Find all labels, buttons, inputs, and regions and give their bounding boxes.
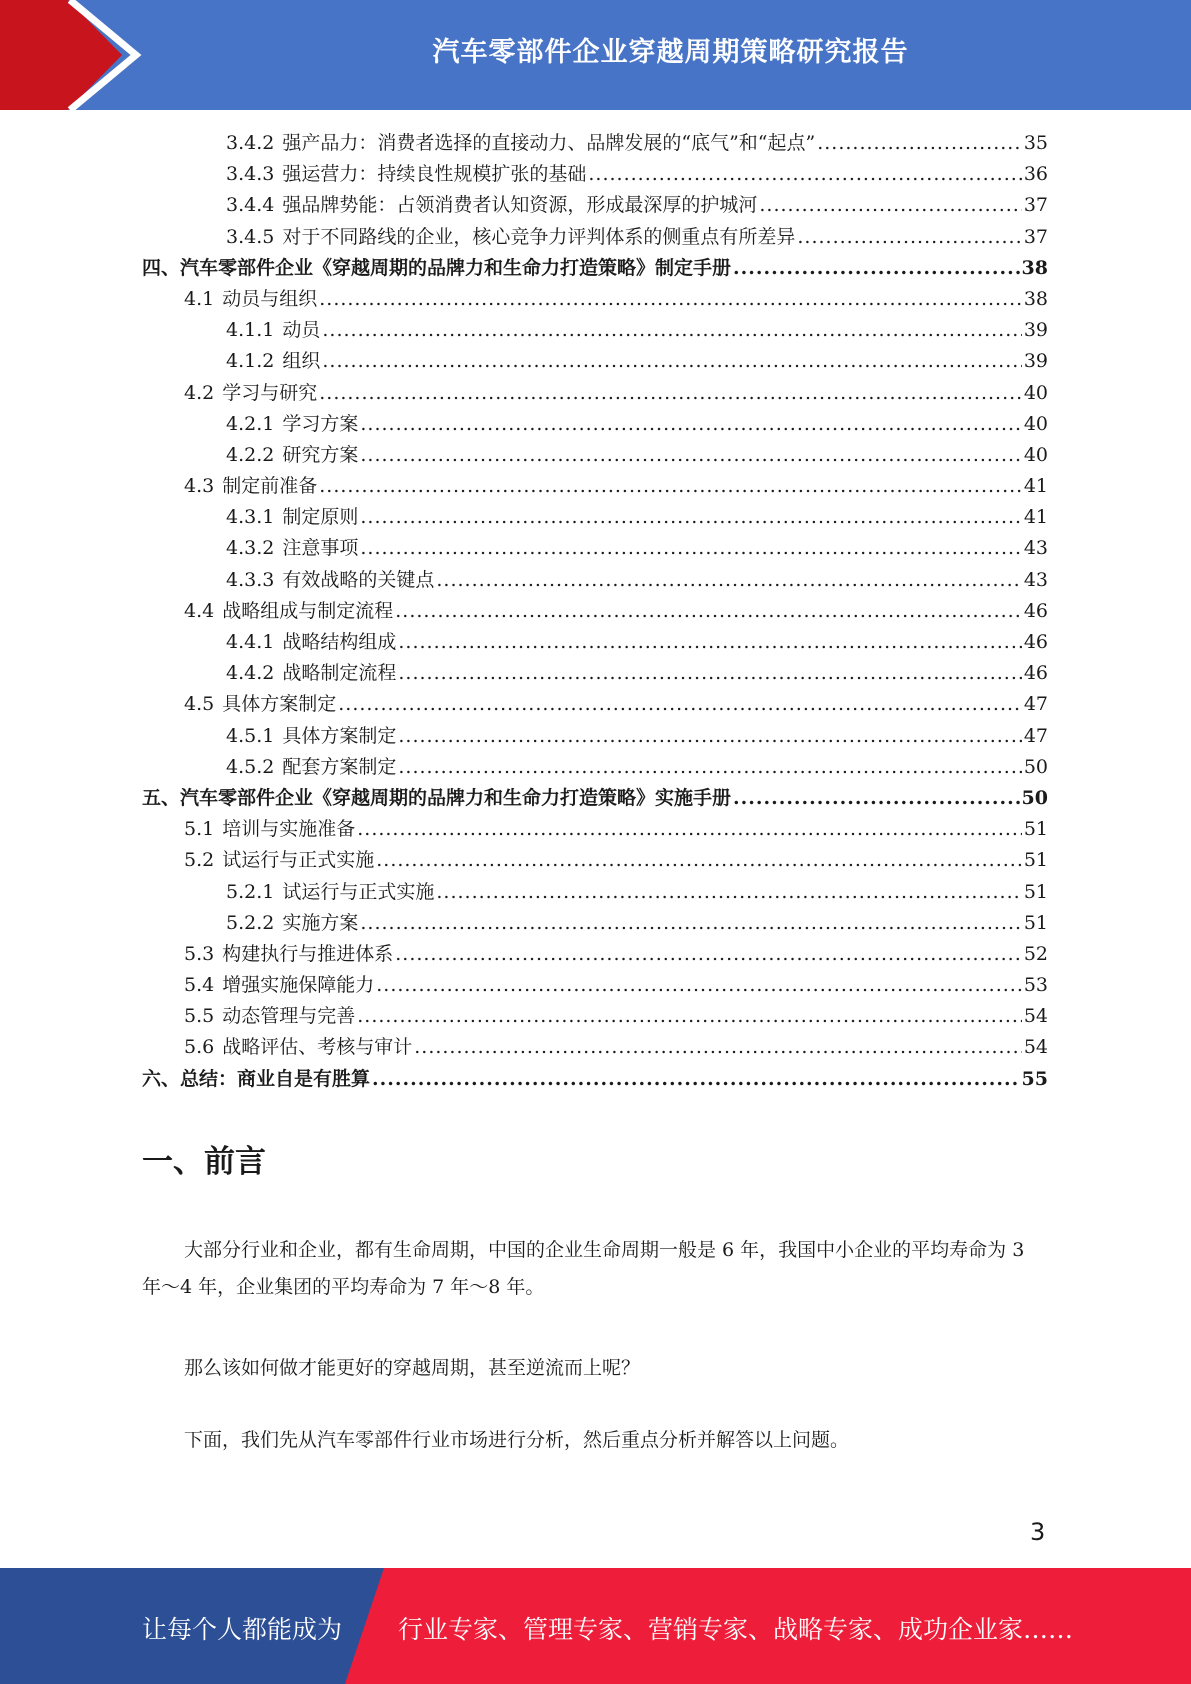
section-heading: 一、前言 xyxy=(142,1144,266,1180)
toc-entry-number: 4.1 xyxy=(184,287,215,310)
toc-entry[interactable] xyxy=(142,1032,1048,1063)
toc-leader-dots xyxy=(395,939,1022,970)
toc-entry-text: 研究方案 xyxy=(282,443,359,466)
toc-entry-page: 41 xyxy=(1023,506,1048,529)
toc-entry-text: 具体方案制定 xyxy=(222,693,337,716)
toc-entry[interactable] xyxy=(142,627,1048,658)
toc-entry-title xyxy=(226,658,396,689)
toc-entry[interactable] xyxy=(142,939,1048,970)
toc-entry-text: 配套方案制定 xyxy=(282,755,397,778)
toc-entry-title xyxy=(226,502,358,533)
toc-entry[interactable] xyxy=(142,159,1048,190)
toc-entry[interactable] xyxy=(142,222,1048,253)
toc-entry-number: 4.5 xyxy=(184,693,215,716)
toc-entry-number: 4.3.2 xyxy=(226,537,275,560)
paragraph-2: 那么该如何做才能更好的穿越周期，甚至逆流而上呢？ xyxy=(184,1357,641,1379)
toc-entry-number: 4.3.1 xyxy=(226,506,275,529)
toc-entry-number: 4.3.3 xyxy=(226,568,275,591)
toc-entry-number: 4.4 xyxy=(184,599,215,622)
toc-leader-dots xyxy=(360,440,1021,471)
toc-entry[interactable] xyxy=(142,689,1048,720)
toc-entry-text: 强品牌势能：占领消费者认知资源，形成最深厚的护城河 xyxy=(282,194,758,217)
toc-entry[interactable] xyxy=(142,565,1048,596)
toc-leader-dots xyxy=(319,471,1022,502)
toc-entry-number: 4.2.1 xyxy=(226,412,275,435)
toc-entry-number: 4.1.2 xyxy=(226,350,275,373)
toc-entry-text: 组织 xyxy=(282,350,321,373)
toc-entry-title xyxy=(142,783,731,814)
toc-entry-page: 43 xyxy=(1023,568,1048,591)
toc-entry-number: 5.2 xyxy=(184,849,215,872)
toc-leader-dots xyxy=(797,222,1021,253)
toc-entry[interactable] xyxy=(142,253,1048,284)
toc-entry[interactable] xyxy=(142,502,1048,533)
toc-entry[interactable] xyxy=(142,1001,1048,1032)
toc-leader-dots xyxy=(322,315,1021,346)
toc-entry-page: 46 xyxy=(1023,662,1048,685)
toc-leader-dots xyxy=(733,253,1020,284)
toc-entry-title xyxy=(226,533,358,564)
toc-entry-number: 5.1 xyxy=(184,818,215,841)
toc-entry-text: 动态管理与完善 xyxy=(222,1005,356,1028)
toc-entry-number: 3.4.5 xyxy=(226,225,275,248)
toc-entry-page: 51 xyxy=(1023,818,1048,841)
toc-entry-text: 学习与研究 xyxy=(222,381,318,404)
toc-entry-page: 39 xyxy=(1023,350,1048,373)
footer-slogan-left: 让每个人都能成为 xyxy=(142,1615,343,1644)
toc-entry-title xyxy=(226,346,320,377)
toc-entry-page: 50 xyxy=(1021,786,1048,809)
toc-entry[interactable] xyxy=(142,190,1048,221)
toc-leader-dots xyxy=(414,1032,1022,1063)
toc-entry-page: 40 xyxy=(1023,381,1048,404)
toc-entry-title xyxy=(142,253,731,284)
toc-leader-dots xyxy=(338,689,1022,720)
toc-leader-dots xyxy=(357,814,1022,845)
toc-entry-page: 46 xyxy=(1023,599,1048,622)
toc-leader-dots xyxy=(733,783,1020,814)
toc-leader-dots xyxy=(319,378,1022,409)
toc-leader-dots xyxy=(398,627,1021,658)
footer-slogan-right: 行业专家、管理专家、营销专家、战略专家、成功企业家…… xyxy=(398,1615,1074,1644)
toc-entry[interactable] xyxy=(142,908,1048,939)
toc-entry[interactable] xyxy=(142,752,1048,783)
page-number: 3 xyxy=(1030,1518,1046,1546)
toc-entry-title xyxy=(184,939,393,970)
toc-entry-text: 六、总结：商业自是有胜算 xyxy=(142,1067,371,1090)
toc-entry-title xyxy=(226,222,795,253)
toc-entry[interactable] xyxy=(142,877,1048,908)
toc-entry-page: 41 xyxy=(1023,475,1048,498)
toc-entry[interactable] xyxy=(142,721,1048,752)
toc-entry[interactable] xyxy=(142,814,1048,845)
toc-entry-number: 3.4.2 xyxy=(226,132,275,154)
toc-leader-dots xyxy=(398,752,1021,783)
toc-entry-page: 36 xyxy=(1023,163,1048,186)
toc-entry-page: 50 xyxy=(1023,755,1048,778)
toc-entry-title xyxy=(184,378,317,409)
toc-entry-page: 38 xyxy=(1023,287,1048,310)
toc-entry-text: 有效战略的关键点 xyxy=(282,568,435,591)
toc-entry-text: 战略组成与制定流程 xyxy=(222,599,394,622)
toc-entry-text: 对于不同路线的企业，核心竞争力评判体系的侧重点有所差异 xyxy=(282,225,796,248)
toc-entry-page: 47 xyxy=(1023,724,1048,747)
toc-entry-text: 战略制定流程 xyxy=(282,662,397,685)
toc-entry-number: 4.4.2 xyxy=(226,662,275,685)
toc-entry-number: 5.5 xyxy=(184,1005,215,1028)
toc-leader-dots xyxy=(360,502,1021,533)
toc-entry-number: 5.4 xyxy=(184,974,215,997)
page-footer xyxy=(0,1568,1191,1684)
header-title: 汽车零部件企业穿越周期策略研究报告 xyxy=(432,37,909,68)
toc-entry-page: 47 xyxy=(1023,693,1048,716)
toc-entry[interactable] xyxy=(142,970,1048,1001)
toc-entry-number: 4.2.2 xyxy=(226,443,275,466)
toc-entry-title xyxy=(142,1064,370,1095)
toc-entry-number: 4.2 xyxy=(184,381,215,404)
toc-leader-dots xyxy=(398,721,1021,752)
toc-entry-title xyxy=(226,752,396,783)
toc-entry-text: 制定原则 xyxy=(282,506,359,529)
toc-entry-number: 4.4.1 xyxy=(226,631,275,653)
toc-entry-page: 40 xyxy=(1023,412,1048,435)
toc-entry-text: 动员与组织 xyxy=(222,287,318,310)
toc-entry-text: 战略评估、考核与审计 xyxy=(222,1036,413,1059)
toc-entry-number: 4.5.1 xyxy=(226,724,275,747)
toc-leader-dots xyxy=(360,908,1021,939)
toc-entry-page: 37 xyxy=(1023,194,1048,217)
toc-entry-page: 37 xyxy=(1023,225,1048,248)
toc-leader-dots xyxy=(372,1064,1020,1095)
toc-entry-title xyxy=(226,190,757,221)
toc-entry-text: 实施方案 xyxy=(282,911,359,934)
toc-entry-title xyxy=(226,877,434,908)
toc-entry-number: 5.3 xyxy=(184,942,215,965)
toc-entry-title xyxy=(184,1032,412,1063)
toc-entry-number: 4.1.1 xyxy=(226,319,275,342)
toc-entry[interactable] xyxy=(142,128,1048,159)
toc-entry-page: 54 xyxy=(1023,1005,1048,1028)
toc-entry-page: 46 xyxy=(1023,631,1048,653)
toc-entry-title xyxy=(184,284,317,315)
toc-entry-page: 52 xyxy=(1023,942,1048,965)
toc-entry-page: 53 xyxy=(1023,974,1048,997)
toc-entry[interactable] xyxy=(142,596,1048,627)
toc-entry-text: 强运营力：持续良性规模扩张的基础 xyxy=(282,163,587,186)
toc-entry-text: 具体方案制定 xyxy=(282,724,397,747)
toc-entry-text: 学习方案 xyxy=(282,412,359,435)
toc-entry-title xyxy=(226,159,586,190)
table-of-contents xyxy=(142,128,1048,1095)
toc-leader-dots xyxy=(376,970,1022,1001)
toc-entry[interactable] xyxy=(142,1064,1048,1095)
toc-entry[interactable] xyxy=(142,284,1048,315)
toc-entry-title xyxy=(184,471,317,502)
toc-entry-title xyxy=(226,721,396,752)
toc-leader-dots xyxy=(357,1001,1022,1032)
paragraph-1: 大部分行业和企业，都有生命周期，中国的企业生命周期一般是 6 年，我国中小企业的平均寿命为 3 年～4 年，企业集团的平均寿命为 7 年～8 年。 xyxy=(142,1239,1025,1298)
toc-entry-page: 38 xyxy=(1021,256,1048,279)
toc-entry-text: 战略结构组成 xyxy=(282,631,397,653)
toc-entry-text: 试运行与正式实施 xyxy=(222,849,375,872)
toc-entry-number: 5.2.2 xyxy=(226,911,275,934)
toc-leader-dots xyxy=(360,533,1021,564)
toc-entry-text: 增强实施保障能力 xyxy=(222,974,375,997)
toc-entry-number: 3.4.4 xyxy=(226,194,275,217)
toc-entry-text: 构建执行与推进体系 xyxy=(222,942,394,965)
toc-entry[interactable] xyxy=(142,533,1048,564)
toc-entry[interactable] xyxy=(142,315,1048,346)
toc-leader-dots xyxy=(436,877,1021,908)
toc-entry-title xyxy=(226,128,815,159)
toc-entry-text: 培训与实施准备 xyxy=(222,818,356,841)
toc-leader-dots xyxy=(817,128,1022,159)
toc-leader-dots xyxy=(395,596,1022,627)
toc-entry-title xyxy=(226,315,320,346)
toc-entry-title xyxy=(226,409,358,440)
toc-entry[interactable] xyxy=(142,658,1048,689)
toc-leader-dots xyxy=(376,845,1022,876)
toc-entry-title xyxy=(184,596,393,627)
toc-entry-number: 3.4.3 xyxy=(226,163,275,186)
toc-leader-dots xyxy=(398,658,1021,689)
toc-entry-page: 55 xyxy=(1021,1067,1048,1090)
toc-entry-text: 五、汽车零部件企业《穿越周期的品牌力和生命力打造策略》实施手册 xyxy=(142,786,732,809)
toc-entry-page: 43 xyxy=(1023,537,1048,560)
toc-entry[interactable] xyxy=(142,346,1048,377)
toc-entry-title xyxy=(184,845,374,876)
toc-entry-text: 注意事项 xyxy=(282,537,359,560)
toc-leader-dots xyxy=(322,346,1021,377)
toc-leader-dots xyxy=(319,284,1022,315)
toc-entry-page: 51 xyxy=(1023,911,1048,934)
toc-entry[interactable] xyxy=(142,783,1048,814)
header-arrow-decoration xyxy=(0,0,150,110)
paragraph-3: 下面，我们先从汽车零部件行业市场进行分析，然后重点分析并解答以上问题。 xyxy=(184,1429,850,1451)
toc-entry-text: 强产品力：消费者选择的直接动力、品牌发展的“底气”和“起点” xyxy=(282,132,816,154)
toc-entry-page: 51 xyxy=(1023,849,1048,872)
toc-leader-dots xyxy=(588,159,1021,190)
toc-entry[interactable] xyxy=(142,471,1048,502)
toc-leader-dots xyxy=(360,409,1021,440)
toc-entry[interactable] xyxy=(142,409,1048,440)
toc-leader-dots xyxy=(759,190,1021,221)
toc-entry-title xyxy=(184,689,336,720)
toc-entry-title xyxy=(184,970,374,1001)
toc-entry-page: 35 xyxy=(1023,132,1048,154)
page-header xyxy=(0,0,1191,110)
toc-entry[interactable] xyxy=(142,378,1048,409)
toc-entry-title xyxy=(226,440,358,471)
toc-entry-number: 5.2.1 xyxy=(226,880,275,903)
toc-entry-text: 动员 xyxy=(282,319,321,342)
toc-entry-title xyxy=(226,565,434,596)
toc-entry-title xyxy=(184,814,355,845)
toc-entry-page: 54 xyxy=(1023,1036,1048,1059)
toc-leader-dots xyxy=(436,565,1021,596)
toc-entry-page: 40 xyxy=(1023,443,1048,466)
toc-entry-text: 试运行与正式实施 xyxy=(282,880,435,903)
toc-entry-text: 制定前准备 xyxy=(222,475,318,498)
toc-entry-title xyxy=(184,1001,355,1032)
toc-entry-title xyxy=(226,627,396,658)
toc-entry-text: 四、汽车零部件企业《穿越周期的品牌力和生命力打造策略》制定手册 xyxy=(142,256,732,279)
toc-entry-number: 5.6 xyxy=(184,1036,215,1059)
toc-entry[interactable] xyxy=(142,440,1048,471)
toc-entry-page: 51 xyxy=(1023,880,1048,903)
toc-entry-number: 4.3 xyxy=(184,475,215,498)
toc-entry-page: 39 xyxy=(1023,319,1048,342)
toc-entry[interactable] xyxy=(142,845,1048,876)
toc-entry-number: 4.5.2 xyxy=(226,755,275,778)
toc-entry-title xyxy=(226,908,358,939)
